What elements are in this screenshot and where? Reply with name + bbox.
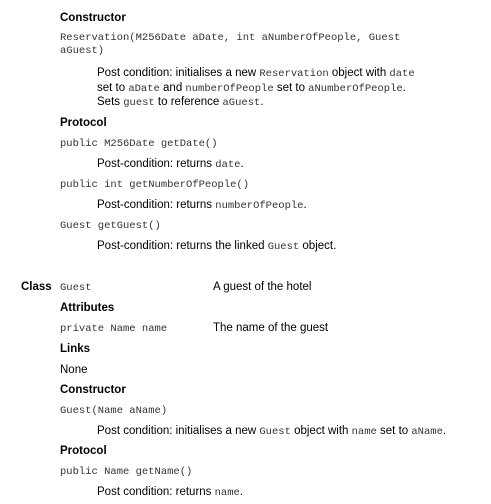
method-signature-getname: public Name getName() <box>60 466 193 478</box>
links-heading: Links <box>60 343 91 355</box>
method-postcondition-getdate: Post-condition: returns date. <box>97 158 244 171</box>
attribute-description: The name of the guest <box>213 322 329 334</box>
links-value: None <box>60 364 88 376</box>
attribute-signature: private Name name <box>60 323 168 335</box>
method-postcondition-getnumberofpeople: Post-condition: returns numberOfPeople. <box>97 199 307 212</box>
class-description: A guest of the hotel <box>213 281 312 293</box>
guest-constructor-heading: Constructor <box>60 384 126 396</box>
guest-constructor-postcondition: Post condition: initialises a new Guest object with name set to aName. <box>97 425 447 438</box>
constructor-signature-line1: Reservation(M256Date aDate, int aNumberOfPeople, Guest <box>60 32 401 44</box>
constructor-postcondition-line2: set to aDate and numberOfPeople set to aNumberOfPeople. <box>97 82 406 95</box>
method-signature-getguest: Guest getGuest() <box>60 220 161 232</box>
constructor-postcondition-line1: Post condition: initialises a new Reservation object with date <box>97 67 415 80</box>
method-signature-getnumberofpeople: public int getNumberOfPeople() <box>60 179 250 191</box>
method-signature-getdate: public M256Date getDate() <box>60 138 218 150</box>
class-label: Class <box>21 281 52 293</box>
guest-protocol-heading: Protocol <box>60 445 107 457</box>
constructor-postcondition-line3: Sets guest to reference aGuest. <box>97 96 264 109</box>
class-name: Guest <box>60 282 92 294</box>
constructor-heading: Constructor <box>60 12 126 24</box>
constructor-signature-line2: aGuest) <box>60 45 105 57</box>
method-postcondition-getguest: Post-condition: returns the linked Guest object. <box>97 240 337 253</box>
attributes-heading: Attributes <box>60 302 115 314</box>
protocol-heading: Protocol <box>60 117 107 129</box>
method-postcondition-getname: Post condition: returns name. <box>97 486 244 499</box>
guest-constructor-signature: Guest(Name aName) <box>60 405 168 417</box>
